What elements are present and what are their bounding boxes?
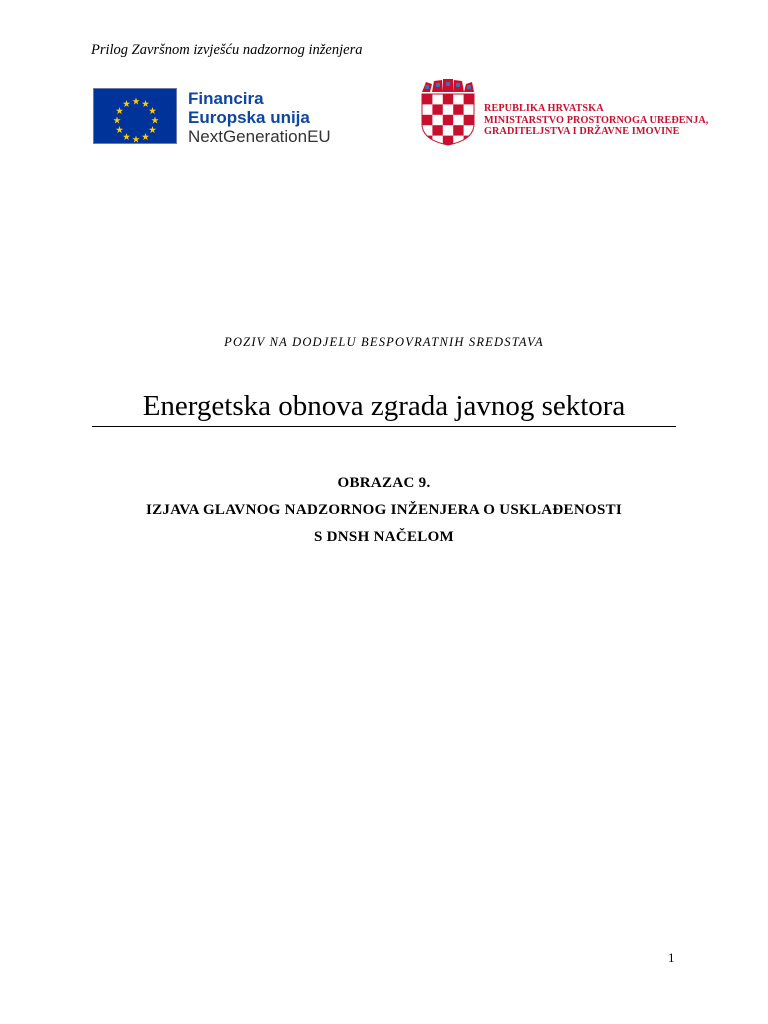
call-title: POZIV NA DODJELU BESPOVRATNIH SREDSTAVA <box>224 335 544 349</box>
eu-logo-line2: Europska unija <box>188 108 310 127</box>
form-heading <box>0 470 768 551</box>
ministry-line3: GRADITELJSTVA I DRŽAVNE IMOVINE <box>484 126 680 137</box>
eu-logo-line3: NextGenerationEU <box>188 127 331 146</box>
eu-funding-logo <box>93 88 343 146</box>
eu-logo-line1: Financira <box>188 89 264 108</box>
main-title: Energetska obnova zgrada javnog sektora <box>92 390 676 427</box>
ministry-name <box>484 103 708 138</box>
form-title-line2: S DNSH NAČELOM <box>313 529 455 545</box>
ministry-line1: REPUBLIKA HRVATSKA <box>484 103 604 114</box>
croatian-coat-of-arms-icon <box>418 78 480 146</box>
eu-logo-text <box>188 89 331 146</box>
header-note: Prilog Završnom izvješću nadzornog inženjera <box>91 42 363 58</box>
form-number: OBRAZAC 9. <box>337 475 431 491</box>
page-number: 1 <box>668 950 675 965</box>
eu-flag-icon <box>93 88 177 144</box>
ministry-line2: MINISTARSTVO PROSTORNOGA UREĐENJA, <box>484 114 709 126</box>
form-title-line1: IZJAVA GLAVNOG NADZORNOG INŽENJERA O USKLAĐENOSTI <box>145 502 623 518</box>
